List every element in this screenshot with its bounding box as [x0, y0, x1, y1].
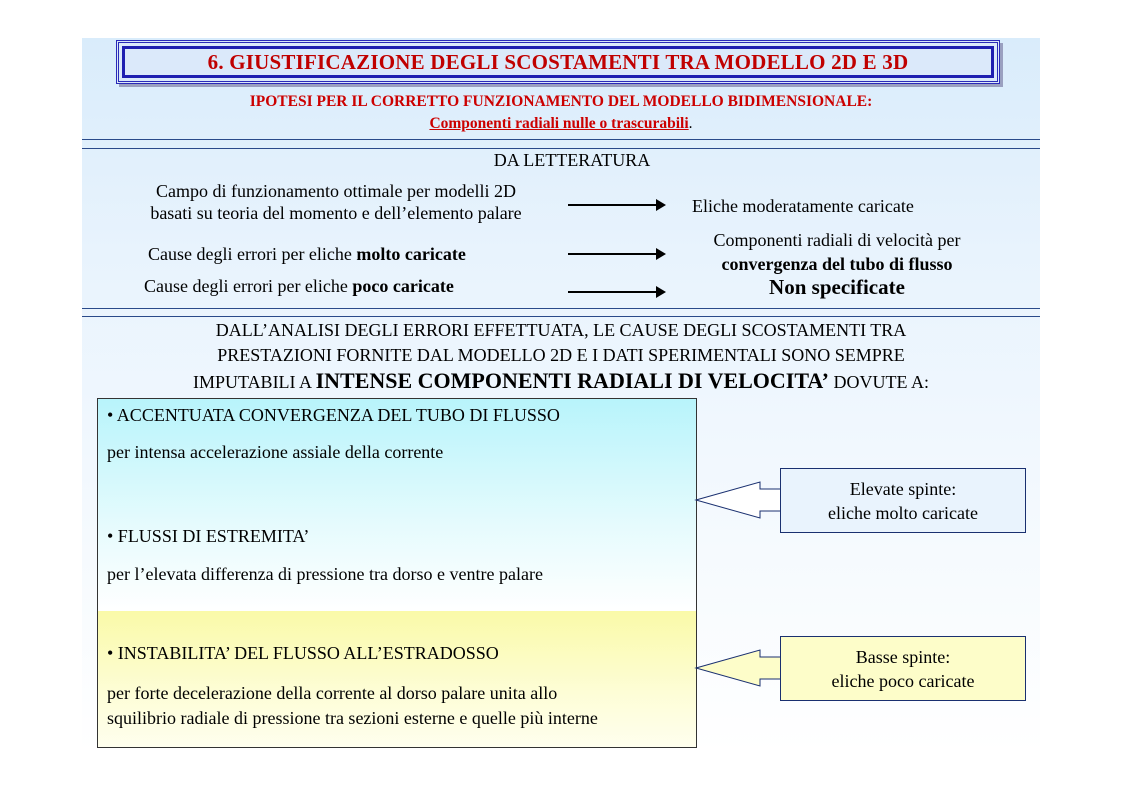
divider-1b	[82, 148, 1040, 149]
arrow-row2	[568, 253, 664, 255]
callout-high-thrust	[780, 468, 1026, 533]
literature-row2-left	[148, 244, 466, 265]
cause-3-line2: squilibrio radiale di pressione tra sezioni esterne e quelle più interne	[107, 708, 598, 728]
callout-arrow-high	[692, 478, 784, 522]
divider-2a	[82, 308, 1040, 309]
analysis-text	[82, 318, 1040, 395]
analysis-line1: DALL’ANALISI DEGLI ERRORI EFFETTUATA, LE CAUSE DEGLI SCOSTAMENTI TRA	[215, 320, 907, 340]
cause-1-heading: • ACCENTUATA CONVERGENZA DEL TUBO DI FLUSSO	[107, 405, 560, 425]
literature-row1-left-line2: basati su teoria del momento e dell’elemento palare	[150, 203, 522, 223]
analysis-line3	[82, 368, 1040, 395]
divider-2b	[82, 316, 1040, 317]
cause-box-low-load	[97, 611, 697, 748]
cause-3-heading: • INSTABILITA’ DEL FLUSSO ALL’ESTRADOSSO	[107, 643, 499, 663]
slide	[82, 38, 1040, 753]
cause-1-line: per intensa accelerazione assiale della corrente	[107, 442, 444, 462]
arrow-row1	[568, 204, 664, 206]
literature-row2-right-line2: convergenza del tubo di flusso	[721, 254, 953, 274]
callout-low-thrust	[780, 636, 1026, 701]
literature-row3-left	[144, 276, 454, 297]
literature-row2-left-bold: molto caricate	[356, 244, 466, 264]
literature-row1-left-line1: Campo di funzionamento ottimale per modelli 2D	[156, 181, 516, 201]
analysis-line2: PRESTAZIONI FORNITE DAL MODELLO 2D E I DATI SPERIMENTALI SONO SEMPRE	[217, 345, 905, 365]
analysis-line3-suffix: DOVUTE A:	[829, 372, 929, 392]
callout-high-line1: Elevate spinte:	[849, 478, 957, 499]
literature-row3-left-prefix: Cause degli errori per eliche	[144, 276, 353, 296]
literature-row3-left-bold: poco caricate	[352, 276, 454, 296]
hypothesis-line2: Componenti radiali nulle o trascurabili	[429, 115, 689, 132]
analysis-line3-bold: INTENSE COMPONENTI RADIALI DI VELOCITA’	[315, 368, 829, 393]
callout-low-line2: eliche poco caricate	[831, 670, 975, 691]
literature-row1-left	[106, 180, 566, 224]
slide-title: 6. GIUSTIFICAZIONE DEGLI SCOSTAMENTI TRA MODELLO 2D E 3D	[207, 49, 909, 74]
cause-2-line: per l’elevata differenza di pressione tra dorso e ventre palare	[107, 564, 543, 584]
cause-3-lines	[107, 681, 598, 731]
literature-row2-right-line1: Componenti radiali di velocità per	[713, 230, 961, 250]
literature-row1-right: Eliche moderatamente caricate	[692, 196, 914, 216]
hypothesis-line1: IPOTESI PER IL CORRETTO FUNZIONAMENTO DEL MODELLO BIDIMENSIONALE:	[249, 93, 873, 110]
callout-high-line2: eliche molto caricate	[828, 502, 978, 523]
arrow-row3	[568, 291, 664, 293]
cause-2-heading: • FLUSSI DI ESTREMITA’	[107, 526, 310, 546]
analysis-line3-prefix: IMPUTABILI A	[193, 372, 316, 392]
divider-1a	[82, 139, 1040, 140]
literature-row2-right	[672, 228, 1002, 276]
title-box	[116, 40, 1000, 84]
hypothesis-line2-end: .	[688, 115, 693, 132]
callout-low-line1: Basse spinte:	[855, 646, 951, 667]
literature-header: DA LETTERATURA	[493, 150, 651, 170]
hypothesis-line2-wrap	[82, 115, 1040, 133]
literature-row3-right: Non specificate	[769, 275, 905, 299]
cause-3-line1: per forte decelerazione della corrente al dorso palare unita allo	[107, 683, 558, 703]
cause-box-high-load	[97, 398, 697, 613]
callout-arrow-low	[692, 646, 784, 690]
literature-row2-left-prefix: Cause degli errori per eliche	[148, 244, 357, 264]
